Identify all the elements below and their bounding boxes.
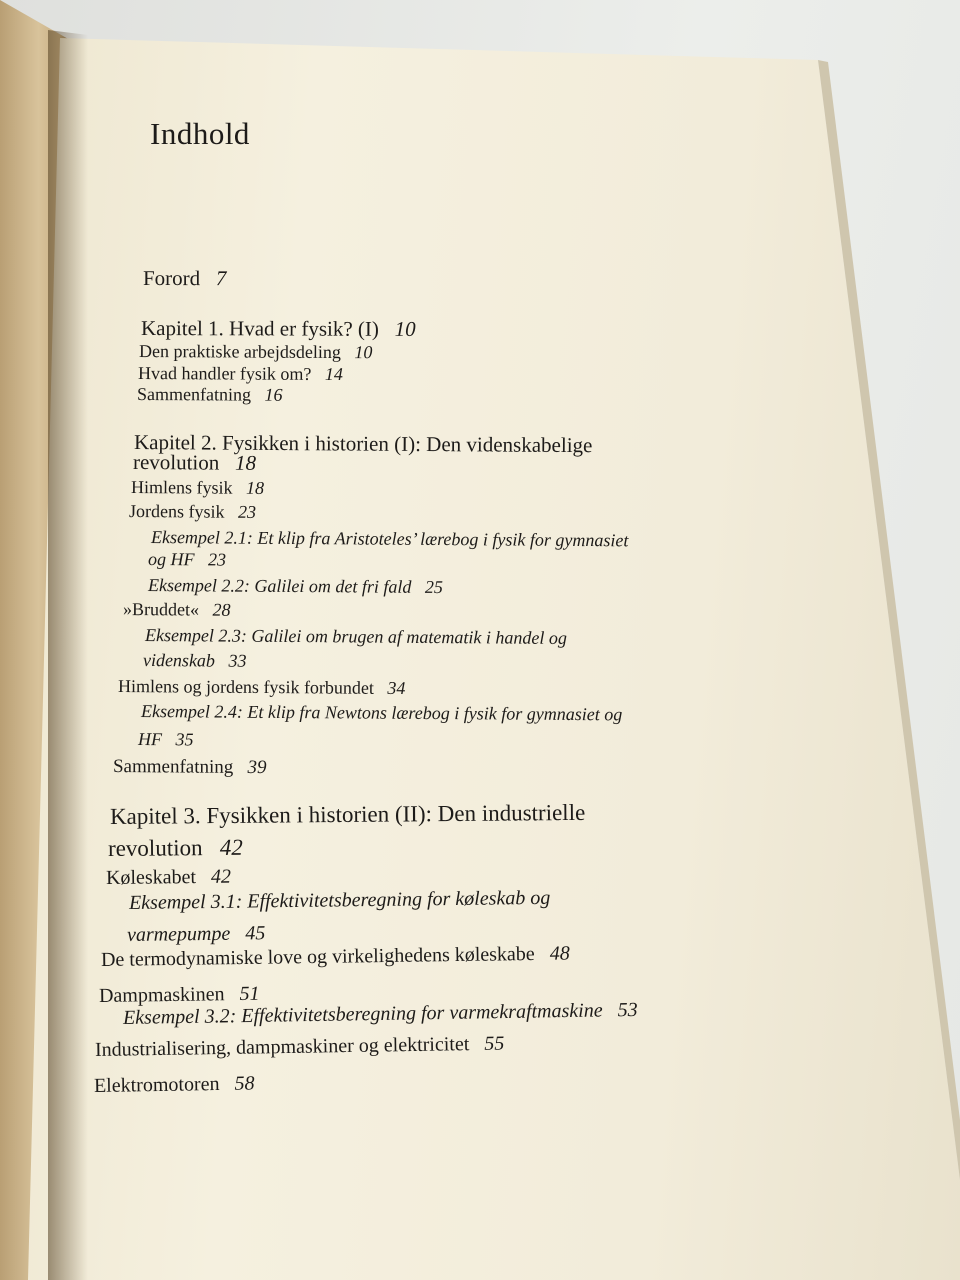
toc-page-number: 53 <box>617 998 638 1022</box>
toc-page-number: 18 <box>234 450 257 475</box>
toc-entry-text: Køleskabet <box>105 866 197 889</box>
toc-page-number: 45 <box>245 922 266 945</box>
toc-example <box>129 888 551 913</box>
toc-page-number: 48 <box>549 942 570 965</box>
toc-entry <box>106 867 231 888</box>
toc-entry-text: revolution <box>107 835 203 861</box>
toc-entry-text: Eksempel 2.2: Galilei om det fri fald <box>147 575 412 597</box>
toc-entry-text: Eksempel 3.1: Effektivitetsberegning for køleskab og <box>128 886 551 914</box>
toc-entry-text: Industrialisering, dampmaskiner og elektricitet <box>94 1033 470 1061</box>
toc-page-number: 10 <box>394 316 416 341</box>
toc-entry <box>101 943 570 970</box>
toc-entry-text: Forord <box>142 266 201 291</box>
toc-entry-text: Kapitel 2. Fysikken i historien (I): Den videnskabelige <box>133 430 593 458</box>
page-title: Indhold <box>150 116 250 151</box>
toc-example <box>145 626 567 647</box>
toc-page-number: 35 <box>175 729 194 750</box>
toc-page-number: 14 <box>324 363 344 385</box>
toc-page-number: 42 <box>219 834 243 861</box>
toc-page-number: 10 <box>354 342 373 363</box>
toc-entry-text: videnskab <box>142 650 216 671</box>
toc-entry <box>123 600 231 619</box>
toc-entry <box>118 677 406 697</box>
toc-entry-text: Den praktiske arbejdsdeling <box>138 341 341 363</box>
toc-entry-text: Hvad handler fysik om? <box>137 363 312 384</box>
toc-entry-text: Eksempel 2.1: Et klip fra Aristoteles’ lærebog i fysik for gymnasiet <box>150 527 629 551</box>
toc-entry <box>95 1034 505 1060</box>
toc-example-cont <box>138 730 194 748</box>
toc-entry-text: Dampmaskinen <box>98 983 225 1007</box>
toc-example-cont <box>143 651 247 670</box>
toc-page-number: 39 <box>247 756 267 779</box>
toc-entry-text: Sammenfatning <box>112 756 234 778</box>
toc-page-number: 18 <box>245 477 265 498</box>
toc-page-number: 55 <box>484 1032 505 1055</box>
toc-entry-text: Eksempel 2.3: Galilei om brugen af matematik i handel og <box>144 625 567 648</box>
toc-chapter-3-cont <box>108 836 243 860</box>
toc-entry-text: HF <box>137 729 163 750</box>
toc-example <box>141 702 622 723</box>
toc-entry-text: varmepumpe <box>126 922 231 946</box>
toc-example-cont <box>127 923 266 945</box>
toc-entry-text: Sammenfatning <box>136 384 252 405</box>
toc-entry-text: De termodynamiske love og virkelighedens køleskabe <box>100 942 535 971</box>
toc-entry-text: revolution <box>132 450 220 475</box>
toc-page-number: 23 <box>237 501 257 522</box>
toc-page-number: 7 <box>215 266 227 291</box>
toc-page-number: 42 <box>210 865 232 888</box>
toc-entry <box>137 385 283 404</box>
toc-entry-text: Himlens fysik <box>130 477 233 498</box>
toc-page-number: 23 <box>207 549 227 570</box>
toc-chapter-3 <box>110 801 585 828</box>
toc-page-number: 28 <box>212 599 231 620</box>
toc-page-number: 34 <box>387 677 406 699</box>
toc-page-number: 16 <box>264 384 283 405</box>
toc-entry-text: »Bruddet« <box>122 599 200 620</box>
toc-entry-text: Eksempel 2.4: Et klip fra Newtons lærebog i fysik for gymnasiet og <box>140 701 623 725</box>
toc-entry-text: Kapitel 3. Fysikken i historien (II): Den industrielle <box>109 799 586 829</box>
toc-entry <box>138 364 343 383</box>
toc-page-number: 58 <box>234 1072 255 1095</box>
toc-entry-text: og HF <box>147 549 195 570</box>
toc-example-cont <box>148 550 226 569</box>
toc-entry <box>99 984 260 1006</box>
toc-entry-text: Himlens og jordens fysik forbundet <box>117 676 375 698</box>
toc-entry-forord <box>143 268 226 289</box>
toc-page-number: 25 <box>424 576 444 598</box>
toc-entry <box>139 342 373 361</box>
toc-entry-text: Eksempel 3.2: Effektivitetsberegning for varmekraftmaskine <box>122 999 603 1029</box>
toc-entry-text: Elektromotoren <box>93 1073 220 1097</box>
toc-example <box>151 528 629 549</box>
toc-chapter-1 <box>141 318 416 340</box>
toc-entry <box>129 502 256 521</box>
toc-entry-text: Jordens fysik <box>128 501 225 522</box>
toc-entry-text: Kapitel 1. Hvad er fysik? (I) <box>140 316 379 341</box>
toc-page-number: 51 <box>239 982 260 1006</box>
toc-entry <box>113 757 267 777</box>
toc-entry <box>131 478 264 497</box>
toc-example <box>148 576 443 596</box>
toc-chapter-2-cont <box>133 452 256 474</box>
toc-entry <box>94 1073 255 1096</box>
toc-page-number: 33 <box>228 650 247 671</box>
